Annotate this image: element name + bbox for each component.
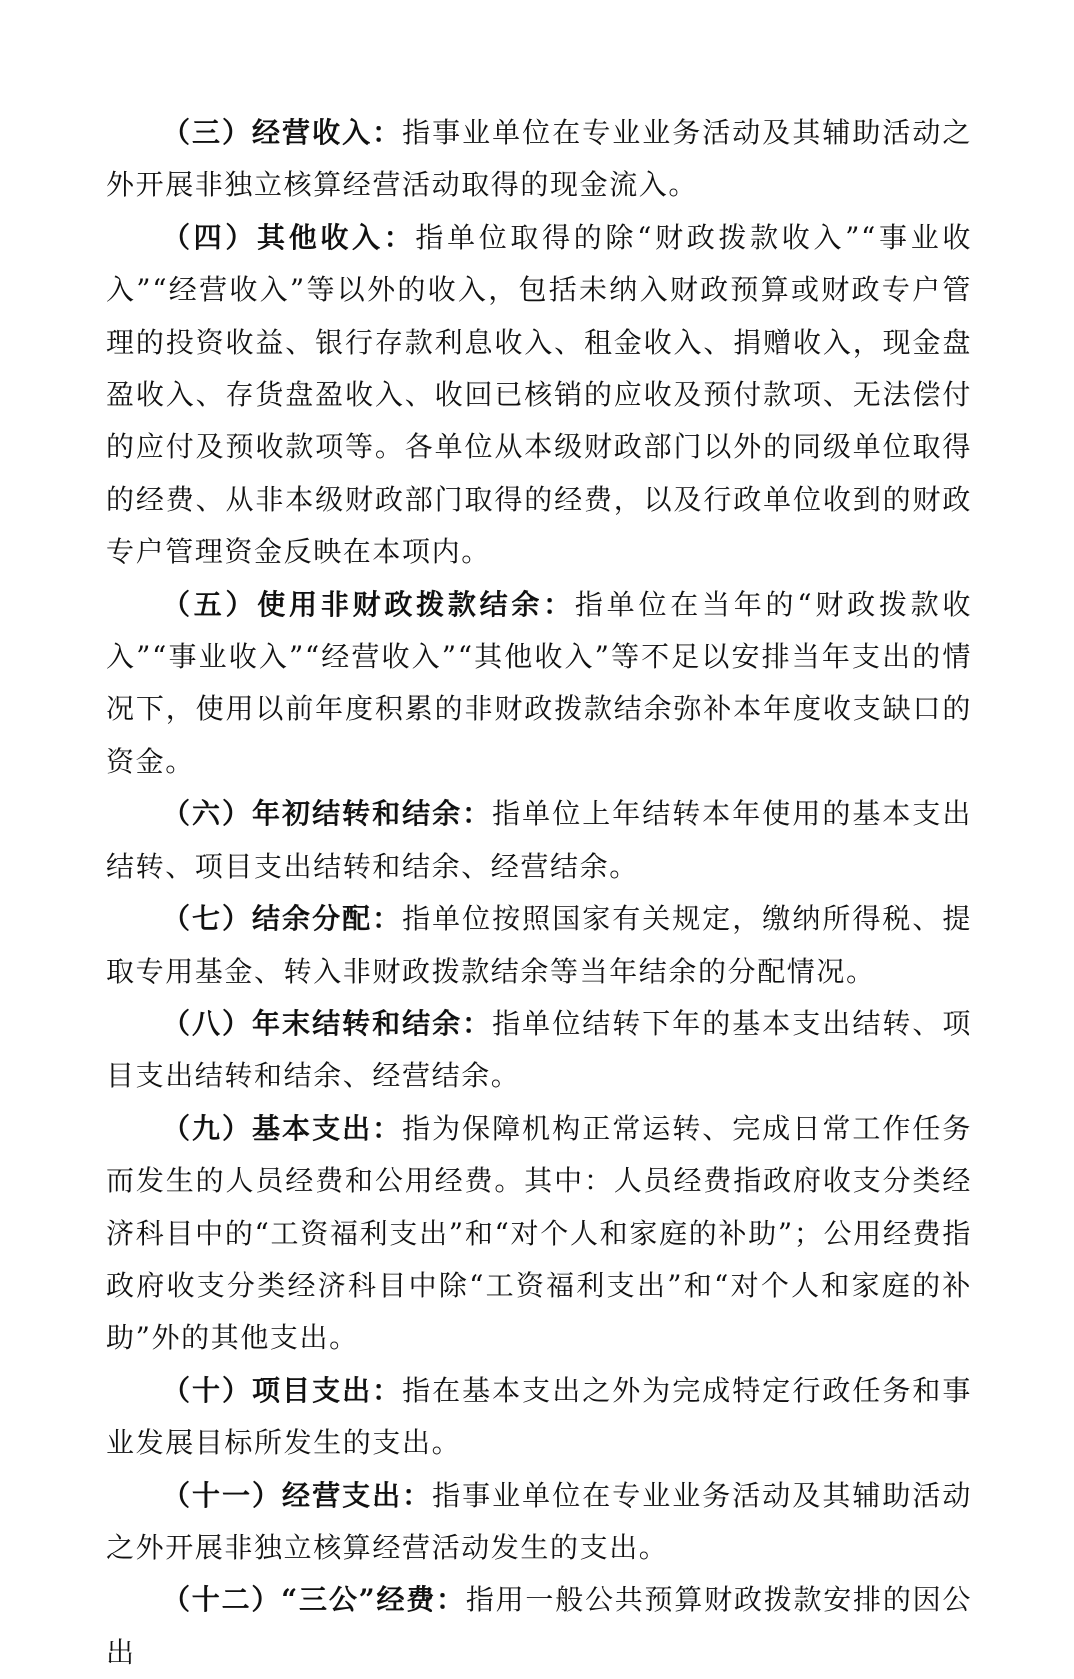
term-definition: 指单位在当年的“财政拨款收入”“事业收入”“经营收入”“其他收入”等不足以安排当年支出的情况下，使用以前年度积累的非财政拨款结余弥补本年度收支缺口的资金。: [106, 587, 972, 778]
term-heading: （三）经营收入：: [162, 116, 403, 149]
term-definition: 指用一般公共预算财政拨款安排的因公出: [106, 1583, 972, 1669]
paragraph-three-public-expenses: [106, 1574, 972, 1679]
paragraph-year-end-carryover: [106, 998, 972, 1103]
document-body: [106, 107, 972, 1679]
term-heading: （十）项目支出：: [162, 1373, 403, 1407]
term-heading: （四）其他收入：: [162, 220, 416, 254]
term-definition: 指单位取得的除“财政拨款收入”“事业收入”“经营收入”等以外的收入，包括未纳入财政预算或财政专户管理的投资收益、银行存款利息收入、租金收入、捐赠收入，现金盘盈收入、存货盘盈收入、收回已核销的应收及预付款项、无法偿付的应付及预收款项等。各单位从本级财政部门以外的同级单位取得的经费、从非本级财政部门取得的经费，以及行政单位收到的财政专户管理资金反映在本项内。: [106, 220, 972, 569]
term-heading: （十一）经营支出：: [162, 1478, 433, 1512]
term-heading: （十二）“三公”经费：: [162, 1583, 466, 1617]
term-heading: （五）使用非财政拨款结余：: [162, 587, 575, 621]
term-definition: 指在基本支出之外为完成特定行政任务和事业发展目标所发生的支出。: [106, 1373, 972, 1460]
term-heading: （九）基本支出：: [162, 1111, 403, 1145]
term-definition: 指事业单位在专业业务活动及其辅助活动之外开展非独立核算经营活动取得的现金流入。: [106, 116, 972, 202]
paragraph-basic-expenditure: [106, 1103, 972, 1365]
paragraph-surplus-distribution: [106, 893, 972, 998]
paragraph-other-revenue: [106, 212, 972, 579]
paragraph-use-of-non-fiscal-surplus: [106, 579, 972, 789]
term-definition: 指单位上年结转本年使用的基本支出结转、项目支出结转和结余、经营结余。: [106, 797, 972, 883]
term-definition: 指单位按照国家有关规定，缴纳所得税、提取专用基金、转入非财政拨款结余等当年结余的分配情况。: [106, 902, 972, 988]
paragraph-project-expenditure: [106, 1365, 972, 1470]
paragraph-operating-expenditure: [106, 1470, 972, 1575]
term-definition: 指单位结转下年的基本支出结转、项目支出结转和结余、经营结余。: [106, 1006, 972, 1093]
term-definition: 指事业单位在专业业务活动及其辅助活动之外开展非独立核算经营活动发生的支出。: [106, 1478, 972, 1564]
term-heading: （七）结余分配：: [162, 902, 403, 936]
term-heading: （六）年初结转和结余：: [162, 797, 493, 831]
term-heading: （八）年末结转和结余：: [162, 1006, 493, 1040]
paragraph-operating-revenue: [106, 107, 972, 212]
term-definition: 指为保障机构正常运转、完成日常工作任务而发生的人员经费和公用经费。其中：人员经费指政府收支分类经济科目中的“工资福利支出”和“对个人和家庭的补助”；公用经费指政府收支分类经济科目中除“工资福利支出”和“对个人和家庭的补助”外的其他支出。: [106, 1111, 972, 1355]
paragraph-beginning-carryover: [106, 788, 972, 893]
